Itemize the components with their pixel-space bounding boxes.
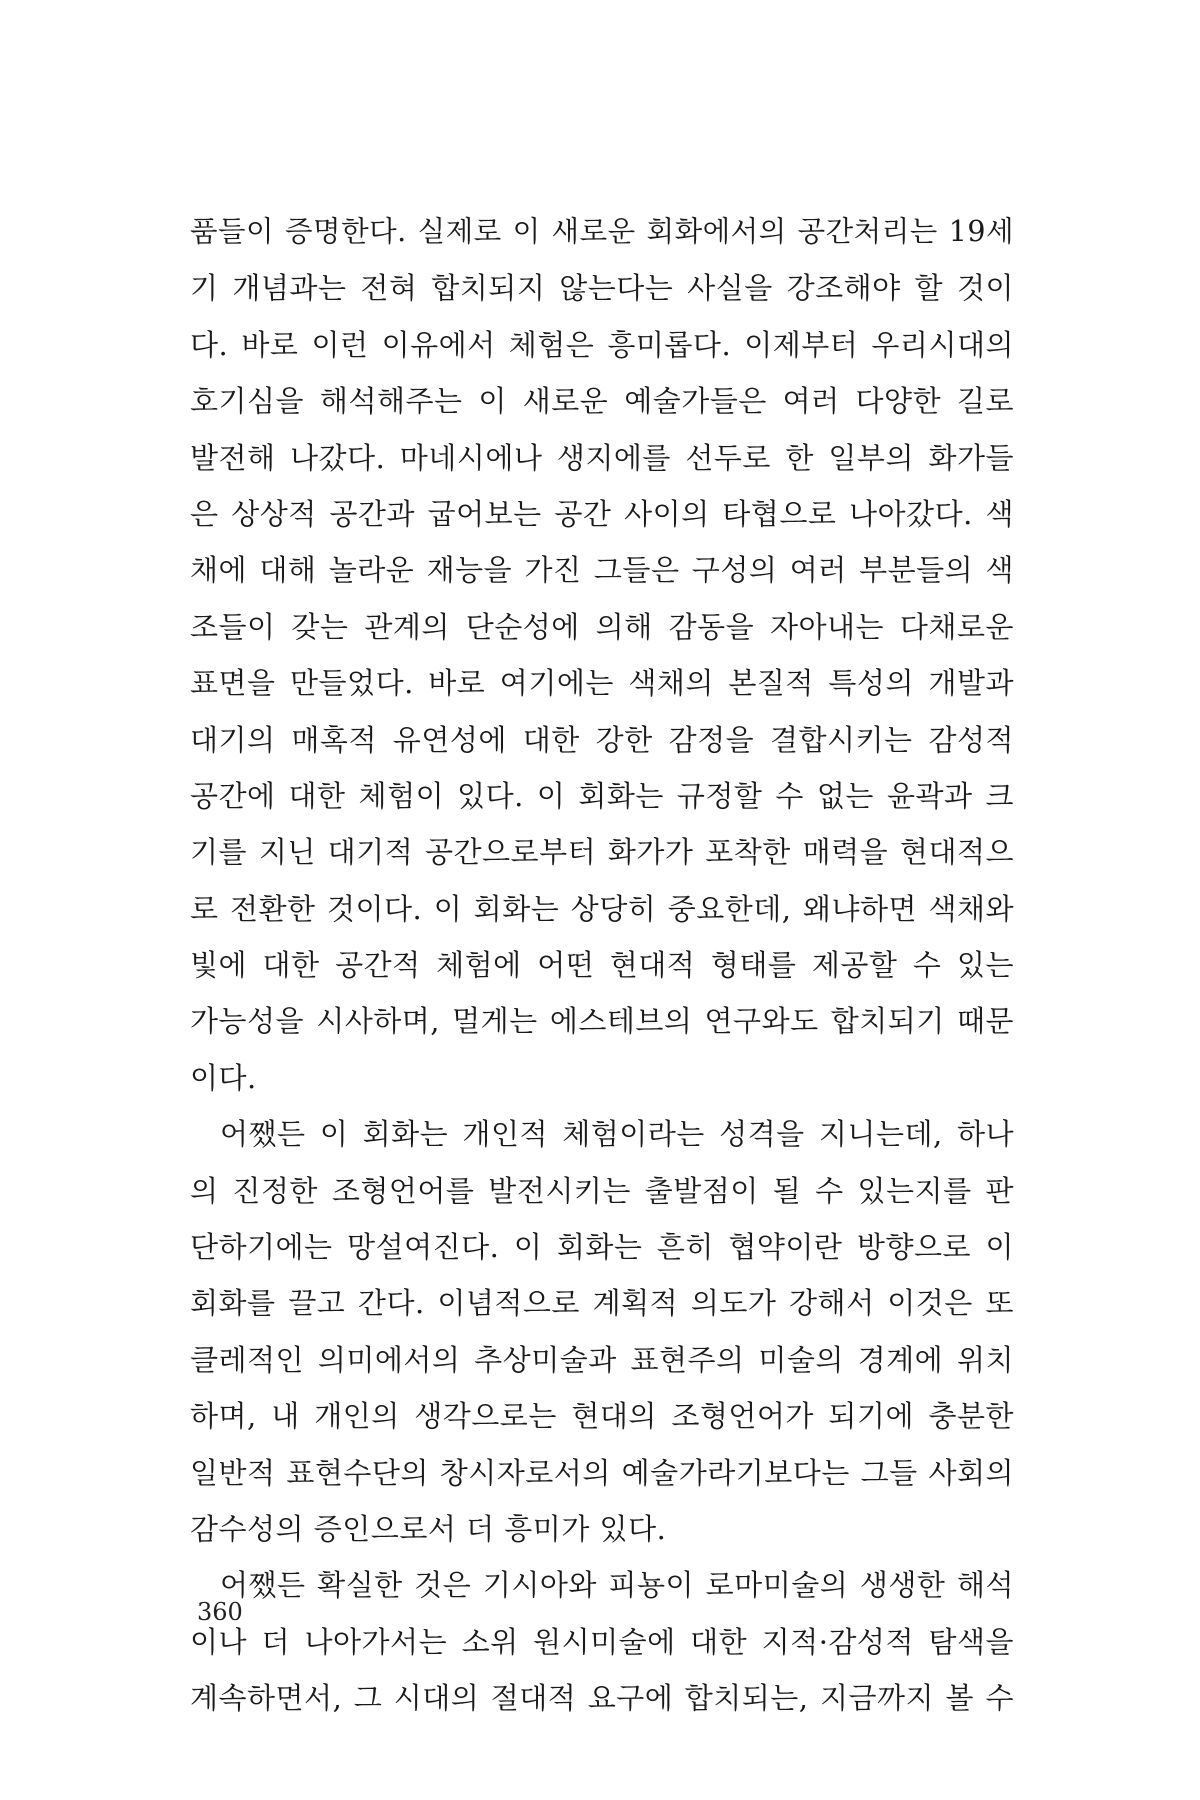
text-line: 조들이 갖는 관계의 단순성에 의해 감동을 자아내는 다채로운 [190, 609, 1014, 644]
text-line: 은 상상적 공간과 굽어보는 공간 사이의 타협으로 나아갔다. 색 [190, 496, 1014, 531]
text-line: 클레적인 의미에서의 추상미술과 표현주의 미술의 경계에 위치 [190, 1342, 1014, 1377]
text-line: 어쨌든 이 회화는 개인적 체험이라는 성격을 지니는데, 하나 [220, 1117, 1014, 1152]
text-line: 품들이 증명한다. 실제로 이 새로운 회화에서의 공간처리는 19세 [190, 215, 1014, 248]
text-line: 다. 바로 이런 이유에서 체험은 흥미롭다. 이제부터 우리시대의 [190, 327, 1014, 362]
text-line: 단하기에는 망설여진다. 이 회화는 흔히 협약이란 방향으로 이 [190, 1230, 1014, 1265]
text-line: 빛에 대한 공간적 체험에 어떤 현대적 형태를 제공할 수 있는 [190, 948, 1014, 983]
text-line: 공간에 대한 체험이 있다. 이 회화는 규정할 수 없는 윤곽과 크 [190, 778, 1014, 813]
text-line: 어쨌든 확실한 것은 기시아와 피뇽이 로마미술의 생생한 해석 [220, 1568, 1014, 1603]
text-line: 채에 대해 놀라운 재능을 가진 그들은 구성의 여러 부분들의 색 [190, 553, 1014, 588]
text-line: 이나 더 나아가서는 소위 원시미술에 대한 지적·감성적 탐색을 [190, 1624, 1014, 1659]
body-text [190, 204, 1014, 1727]
text-line: 감수성의 증인으로서 더 흥미가 있다. [190, 1511, 667, 1546]
text-line: 표면을 만들었다. 바로 여기에는 색채의 본질적 특성의 개발과 [190, 666, 1014, 701]
text-line: 이다. [190, 1060, 257, 1095]
text-line: 회화를 끌고 간다. 이념적으로 계획적 의도가 강해서 이것은 또 [190, 1286, 1014, 1321]
text-line: 대기의 매혹적 유연성에 대한 강한 감정을 결합시키는 감성적 [190, 722, 1014, 757]
text-line: 발전해 나갔다. 마네시에나 생지에를 선두로 한 일부의 화가들 [190, 440, 1014, 475]
text-line: 기를 지닌 대기적 공간으로부터 화가가 포착한 매력을 현대적으 [190, 835, 1014, 870]
text-line: 일반적 표현수단의 창시자로서의 예술가라기보다는 그들 사회의 [190, 1455, 1014, 1490]
text-line: 하며, 내 개인의 생각으로는 현대의 조형언어가 되기에 충분한 [190, 1399, 1014, 1434]
text-line: 호기심을 해석해주는 이 새로운 예술가들은 여러 다양한 길로 [190, 384, 1014, 419]
text-line: 가능성을 시사하며, 멀게는 에스테브의 연구와도 합치되기 때문 [190, 1004, 1014, 1039]
text-line: 계속하면서, 그 시대의 절대적 요구에 합치되는, 지금까지 볼 수 [190, 1681, 1014, 1716]
text-line: 의 진정한 조형언어를 발전시키는 출발점이 될 수 있는지를 판 [190, 1173, 1014, 1208]
text-line: 로 전환한 것이다. 이 회화는 상당히 중요한데, 왜냐하면 색채와 [190, 891, 1014, 926]
text-line: 기 개념과는 전혀 합치되지 않는다는 사실을 강조해야 할 것이 [190, 271, 1014, 306]
page-number: 360 [197, 1598, 243, 1626]
